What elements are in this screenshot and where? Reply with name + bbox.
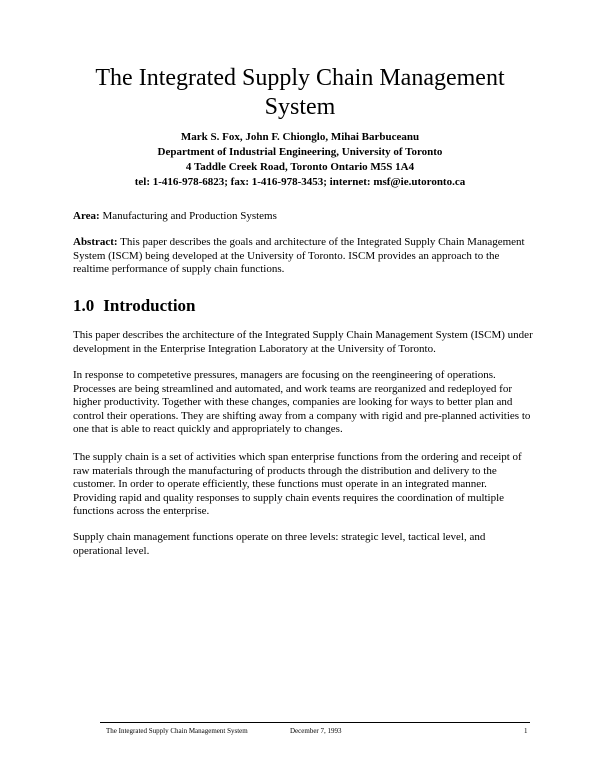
- footer-rule: [100, 722, 530, 723]
- paper-title: The Integrated Supply Chain Management System: [95, 65, 505, 120]
- section-number: 1.0: [73, 296, 95, 315]
- area-text: Manufacturing and Production Systems: [102, 210, 277, 222]
- section-title: Introduction: [103, 296, 196, 315]
- footer-date: December 7, 1993: [290, 727, 342, 735]
- abstract-paragraph: [73, 236, 533, 277]
- area-line: [73, 210, 533, 224]
- section-heading: [73, 296, 196, 316]
- intro-paragraph-2: In response to competetive pressures, managers are focusing on the reengineering of operations. Processes are being streamlined and automated, and work teams are reorganized and redeployed for higher productivity. Together with these changes, companies are looking for ways to better plan and control their operations. They are shifting away from a company with rigid and pre-planned activities to one that is able to react quickly and appropriately to changes.: [73, 369, 531, 435]
- abstract-text: This paper describes the goals and architecture of the Integrated Supply Chain Management System (ISCM) being developed at the University of Toronto. ISCM provides an approach to the realtime performance of supply chain functions.: [73, 236, 525, 275]
- author-department: Department of Industrial Engineering, University of Toronto: [157, 146, 443, 158]
- author-contact: tel: 1-416-978-6823; fax: 1-416-978-3453; internet: msf@ie.utoronto.ca: [134, 176, 466, 188]
- area-label: Area:: [73, 210, 100, 222]
- intro-paragraph-4: Supply chain management functions operate on three levels: strategic level, tactical level, and operational level.: [73, 531, 486, 557]
- abstract-label: Abstract:: [73, 236, 118, 248]
- footer-page-number: 1: [524, 727, 528, 735]
- author-names: Mark S. Fox, John F. Chionglo, Mihai Barbuceanu: [180, 131, 420, 143]
- intro-paragraph-1: This paper describes the architecture of the Integrated Supply Chain Management System (ISCM) under development in the Enterprise Integration Laboratory at the University of Toronto.: [73, 329, 533, 355]
- intro-paragraph-3: The supply chain is a set of activities which span enterprise functions from the ordering and receipt of raw materials through the manufacturing of products through the distribution and delivery to the customer. In order to operate efficiently, these functions must operate in an integrated manner. Providing rapid and quality responses to supply chain events requires the coordination of multiple functions across the enterprise.: [73, 451, 522, 517]
- author-block: [60, 130, 540, 190]
- author-address: 4 Taddle Creek Road, Toronto Ontario M5S 1A4: [185, 161, 415, 173]
- footer-title: The Integrated Supply Chain Management System: [106, 727, 248, 735]
